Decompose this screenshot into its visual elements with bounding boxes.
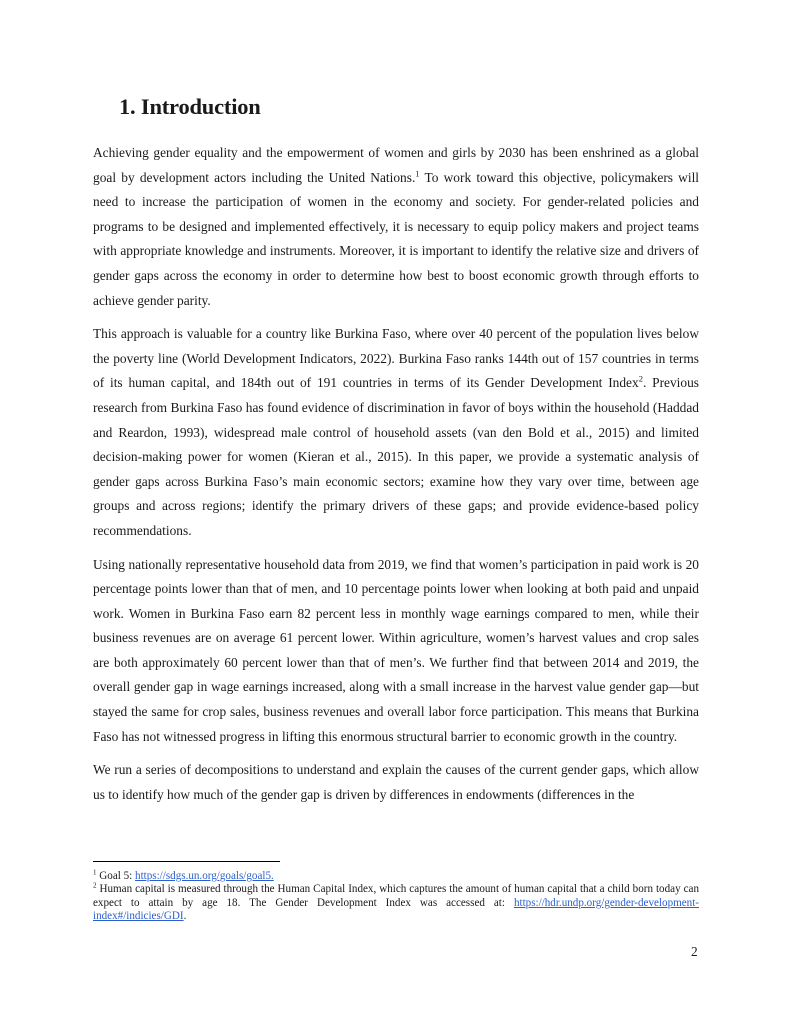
footnote-link-undp[interactable]: https://hdr.undp.org/gender-development-index#/indicies/GDI: [93, 896, 699, 922]
footnote-link-sdgs[interactable]: https://sdgs.un.org/goals/goal5.: [135, 870, 274, 882]
footnote-number: 2: [93, 881, 97, 890]
footnote-text: Human capital is measured through the Human Capital Index, which captures the amount of human capital that a child born today can expect to attain by age 18. The Gender Development Index was accessed at:: [93, 883, 699, 909]
footnote-divider: [93, 861, 280, 862]
footnote-number: 1: [93, 868, 97, 877]
paragraph-text: . Previous research from Burkina Faso has found evidence of discrimination in favor of boys within the household (Haddad and Reardon, 1993), widespread male control of household assets (van den Bold et al., 2015) and limited decision-making power for women (Kieran et al., 2015). In this paper, we provide a systematic analysis of gender gaps across Burkina Faso’s main economic sectors; examine how they vary over time, between age groups and across regions; identify the primary drivers of these gaps; and provide evidence-based policy recommendations.: [93, 375, 699, 538]
footnote-1: [93, 870, 699, 883]
paragraph-text: This approach is valuable for a country like Burkina Faso, where over 40 percent of the population lives below the poverty line (World Development Indicators, 2022). Burkina Faso ranks 144th out of 157 countries in terms of its human capital, and 184th out of 191 countries in terms of its Gender Development Index: [93, 326, 699, 391]
footnote-text-end: .: [183, 909, 187, 922]
paragraph-4: We run a series of decompositions to understand and explain the causes of the current gender gaps, which allow us to identify how much of the gender gap is driven by differences in endowments (differences in the: [93, 762, 699, 802]
paragraph-text: Achieving gender equality and the empowerment of women and girls by 2030 has been enshrined as a global goal by development actors including the United Nations.: [93, 145, 699, 185]
footnote-ref-2[interactable]: 2: [638, 373, 643, 384]
section-heading: 1. Introduction: [119, 94, 261, 119]
footnote-2: [93, 883, 699, 923]
paragraph-2: [93, 322, 699, 543]
paragraph-1: [93, 141, 699, 313]
paragraph-3: Using nationally representative household data from 2019, we find that women’s participation in paid work is 20 percentage points lower than that of men, and 10 percentage points lower when looking at both paid and unpaid work. Women in Burkina Faso earn 82 percent less in monthly wage earnings compared to men, while their business revenues are on average 61 percent lower. Within agriculture, women’s harvest values and crop sales are both approximately 60 percent lower than that of men’s. We further find that between 2014 and 2019, the overall gender gap in wage earnings increased, along with a small increase in the harvest value gender gap—but stayed the same for crop sales, business revenues and overall labor force participation. This means that Burkina Faso has not witnessed progress in lifting this enormous structural barrier to economic growth in the country.: [93, 556, 699, 744]
footnote-text: Goal 5:: [96, 870, 136, 882]
footnote-ref-1[interactable]: 1: [415, 168, 420, 179]
body-text: [93, 141, 699, 816]
paragraph-text: To work toward this objective, policymakers will need to increase the participation of women in the economy and society. For gender-related policies and programs to be designed and implemented effectively, it is necessary to equip policy makers and project teams with appropriate knowledge and instruments. Moreover, it is important to identify the relative size and drivers of gender gaps across the economy in order to determine how best to boost economic growth through efforts to achieve gender parity.: [93, 169, 700, 308]
page-number: 2: [691, 944, 698, 959]
footnotes: [93, 870, 699, 923]
